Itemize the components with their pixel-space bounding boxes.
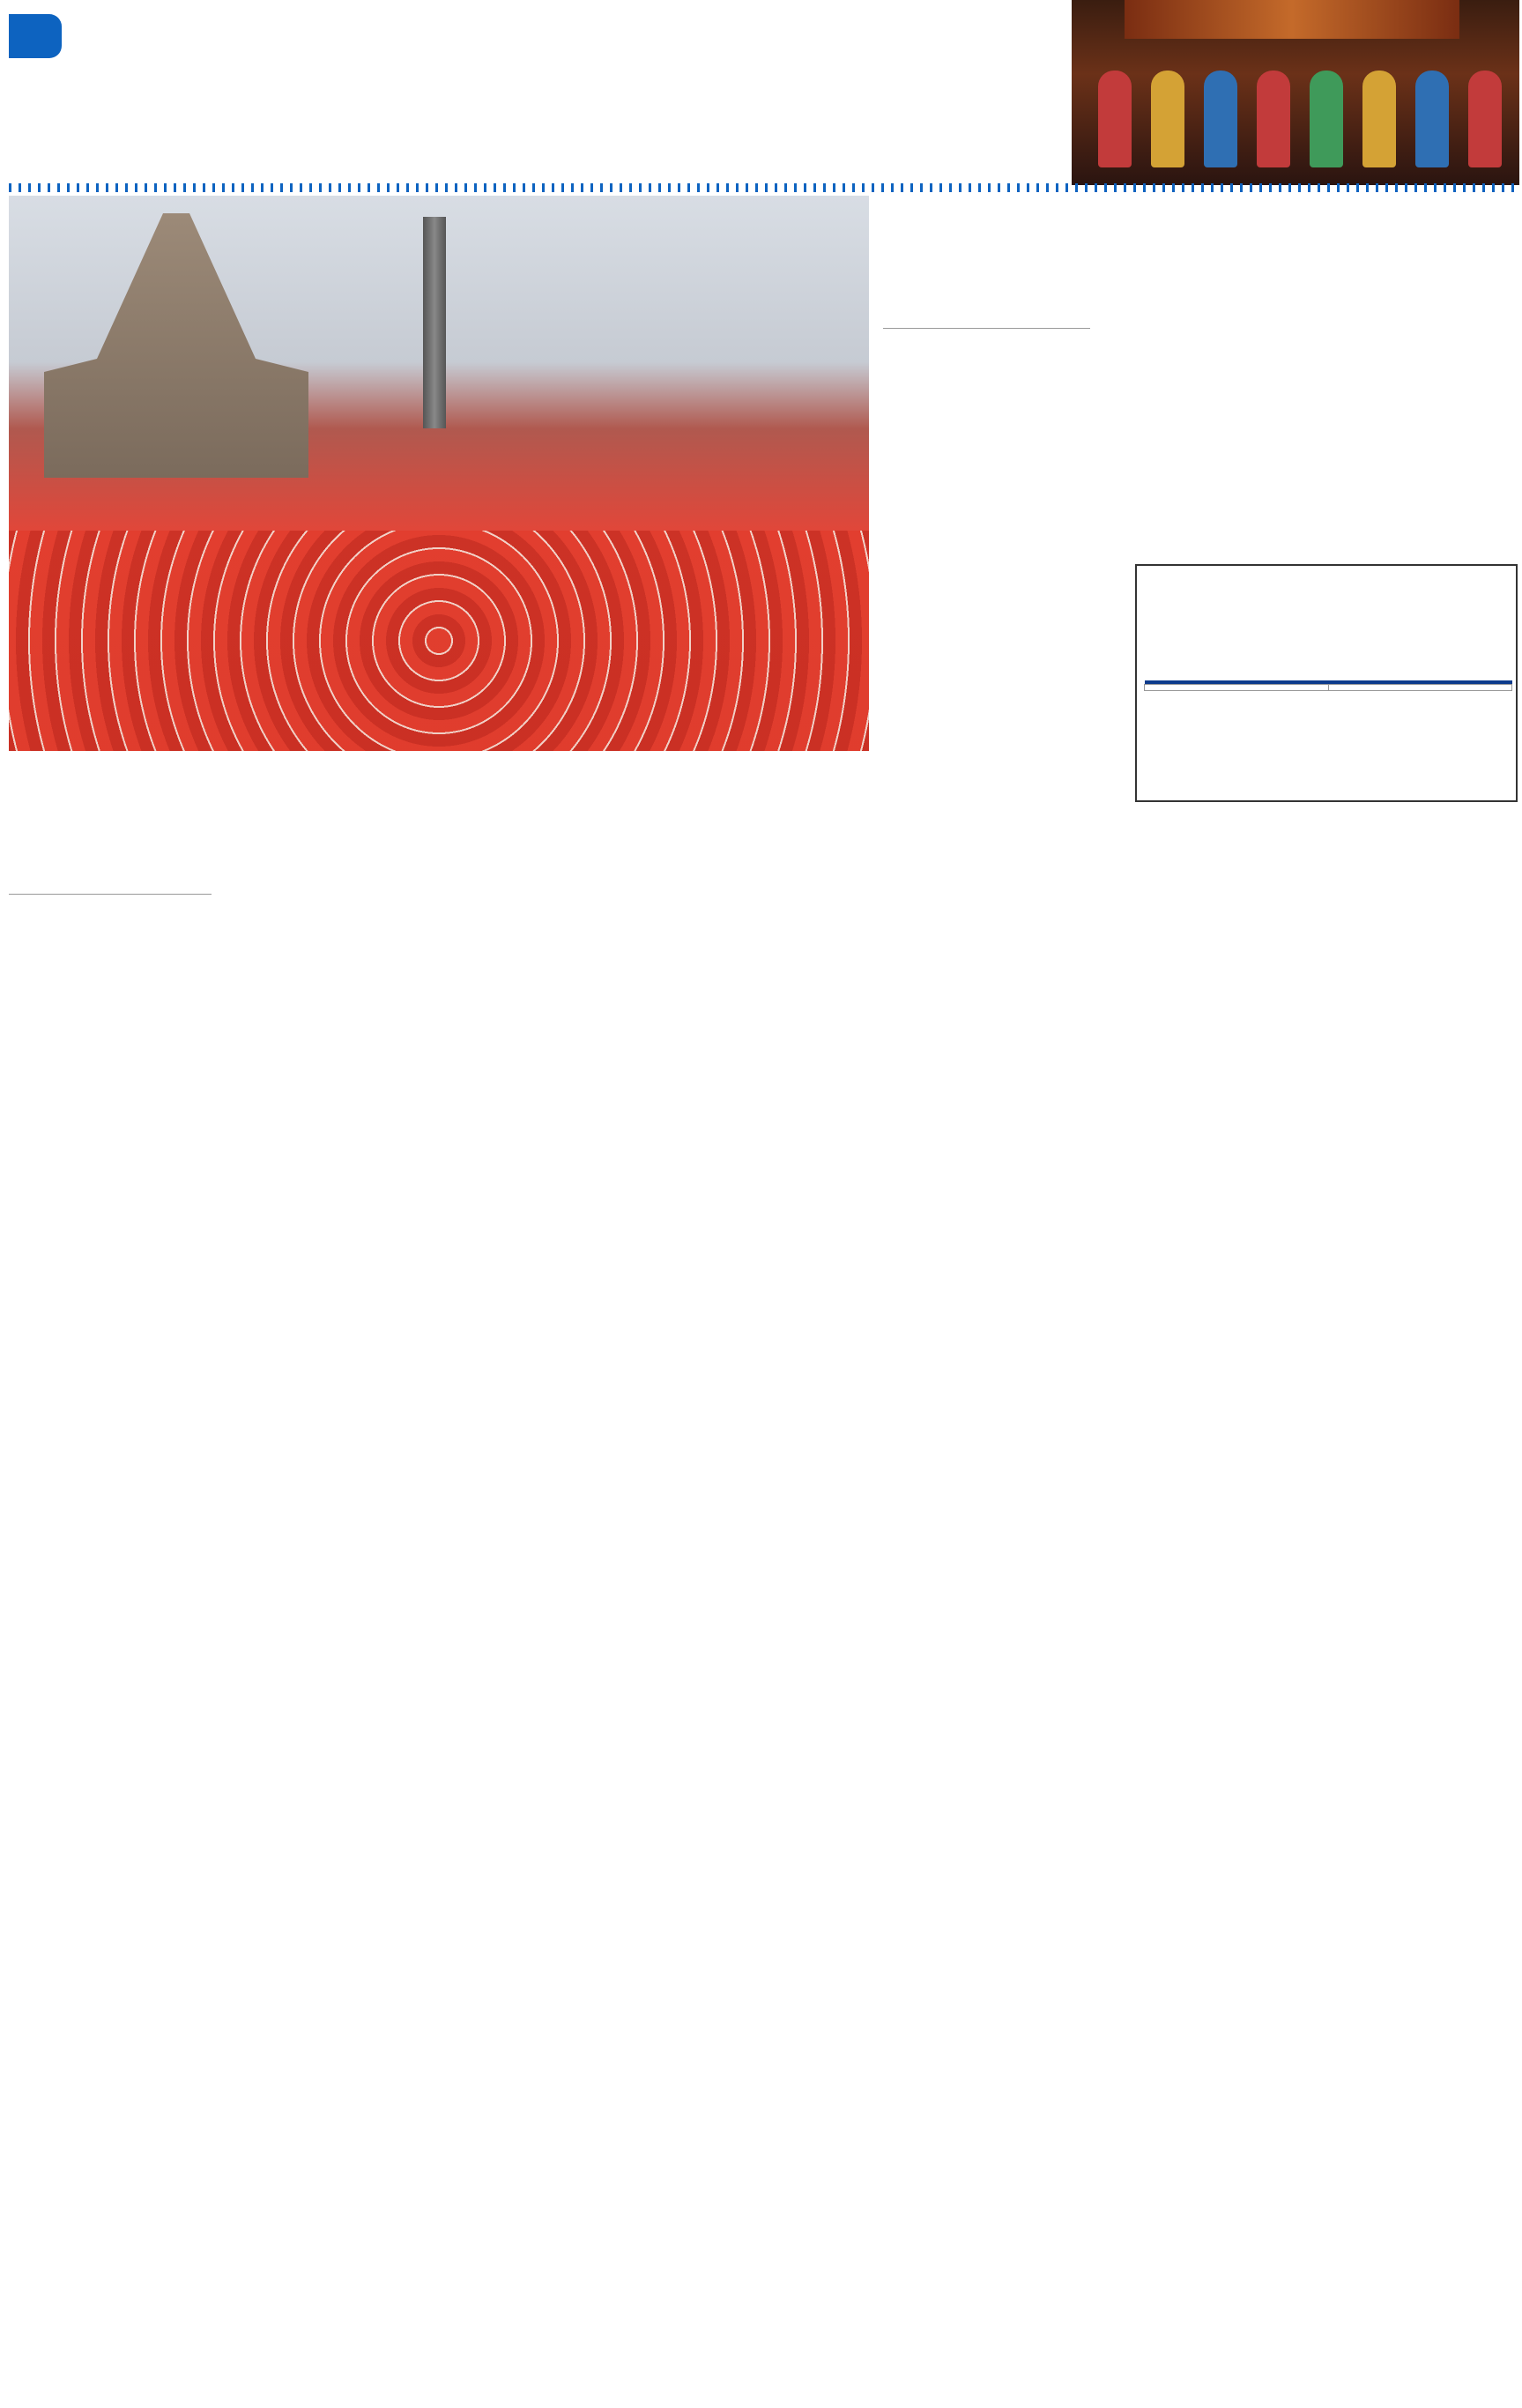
gstn-tender-ad: [1135, 564, 1518, 802]
section-ruler: [9, 183, 1516, 192]
ri-credit: [9, 892, 212, 895]
tender-item: [1145, 685, 1329, 691]
adarsh-credit: [883, 326, 1090, 329]
page-number: [9, 14, 62, 58]
gstn-logo: [1144, 571, 1193, 608]
holi-photo: [9, 196, 869, 751]
dance-fest-photo: [1072, 0, 1519, 185]
tender-deadline: [1328, 685, 1512, 691]
tender-table: [1144, 680, 1512, 691]
dance-photo-banner: [1125, 0, 1459, 39]
masthead-logo: [72, 7, 363, 58]
